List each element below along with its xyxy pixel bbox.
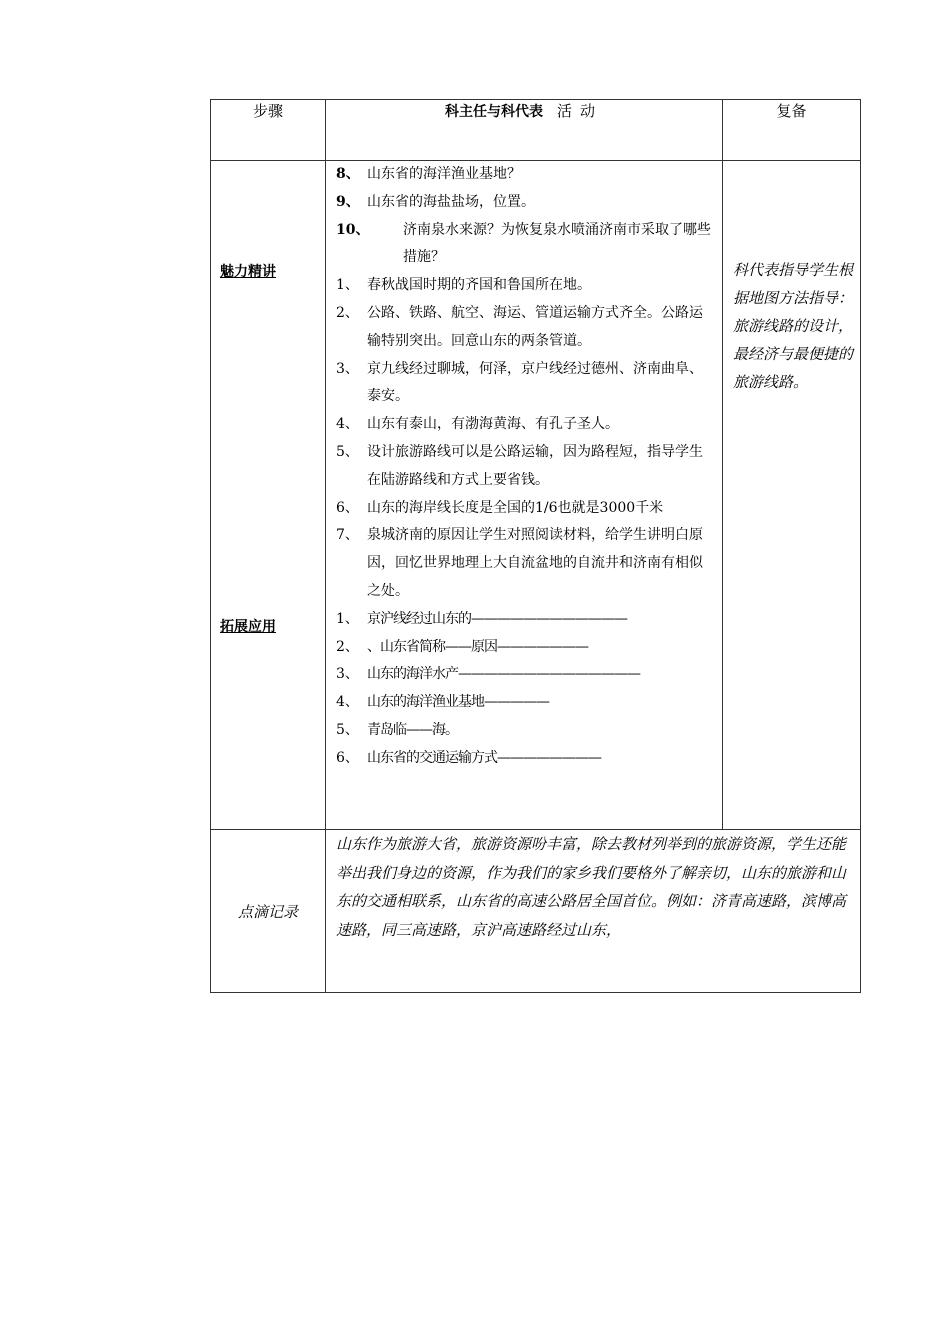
- step-extend: 拓展应用: [220, 619, 276, 635]
- answer-item: 7、 泉城济南的原因让学生对照阅读材料，给学生讲明白原因，回忆世界地理上大自流盆地的自流井和济南有相似之处。: [336, 527, 703, 599]
- header-prep: 复备: [723, 100, 861, 161]
- exercise-item: 2、 、山东省简称——原因———————: [336, 638, 588, 655]
- answer-item: 4、 山东有泰山，有渤海黄海、有孔子圣人。: [336, 416, 619, 433]
- prep-cell: [723, 161, 861, 830]
- notes-label-cell: [211, 830, 326, 993]
- answer-item: 1、 春秋战国时期的齐国和鲁国所在地。: [336, 277, 591, 294]
- header-activity-normal: 活动: [556, 102, 603, 120]
- notes-cell: [326, 830, 861, 993]
- question-item: 8、 山东省的海洋渔业基地？: [336, 166, 521, 182]
- lesson-plan-table: [210, 99, 861, 993]
- step-notes: 点滴记录: [237, 902, 298, 921]
- step-cell: [211, 161, 326, 830]
- answer-item: 2、 公路、铁路、航空、海运、管道运输方式齐全。公路运输特别突出。回意山东的两条管道。: [336, 304, 703, 349]
- activity-cell: [326, 161, 723, 830]
- question-item: 10、 济南泉水来源？为恢复泉水喷涌济南市采取了哪些措施？: [336, 221, 711, 266]
- exercise-item: 6、 山东省的交通运输方式————————: [336, 749, 601, 766]
- header-step: 步骤: [211, 100, 326, 161]
- answer-item: 3、 京九线经过聊城，何泽，京户线经过德州、济南曲阜、泰安。: [336, 360, 703, 405]
- header-activity: [326, 100, 723, 161]
- answer-item: 5、 设计旅游路线可以是公路运输，因为路程短，指导学生在陆游路线和方式上要省钱。: [336, 443, 703, 488]
- prep-note: 科代表指导学生根据地图方法指导：旅游线路的设计，最经济与最便捷的旅游线路。: [733, 261, 854, 391]
- question-item: 9、 山东省的海盐盐场，位置。: [336, 193, 535, 210]
- answer-item: 6、 山东的海岸线长度是全国的1/6也就是3000千米: [336, 499, 664, 516]
- exercise-item: 4、 山东的海洋渔业基地—————: [336, 694, 549, 711]
- step-explain: 魅力精讲: [220, 264, 276, 280]
- header-activity-bold: 科主任与科代表: [444, 104, 543, 120]
- exercise-item: 5、 青岛临——海。: [336, 721, 458, 738]
- exercise-item: 1、 京沪线经过山东的————————————: [336, 610, 627, 627]
- notes-text: 山东作为旅游大省，旅游资源吩丰富，除去教材列举到的旅游资源，学生还能举出我们身边的资源，作为我们的家乡我们要格外了解亲切，山东的旅游和山东的交通相联系，山东省的高速公路居全国首位。例如：济青高速路，滨博高速路，同三高速路，京沪高速路经过山东，: [336, 835, 847, 939]
- activity-content: [326, 161, 722, 773]
- notes-row: [211, 830, 861, 993]
- main-row: [211, 161, 861, 830]
- exercise-item: 3、 山东的海洋水产——————————————: [336, 666, 640, 683]
- header-row: [211, 100, 861, 161]
